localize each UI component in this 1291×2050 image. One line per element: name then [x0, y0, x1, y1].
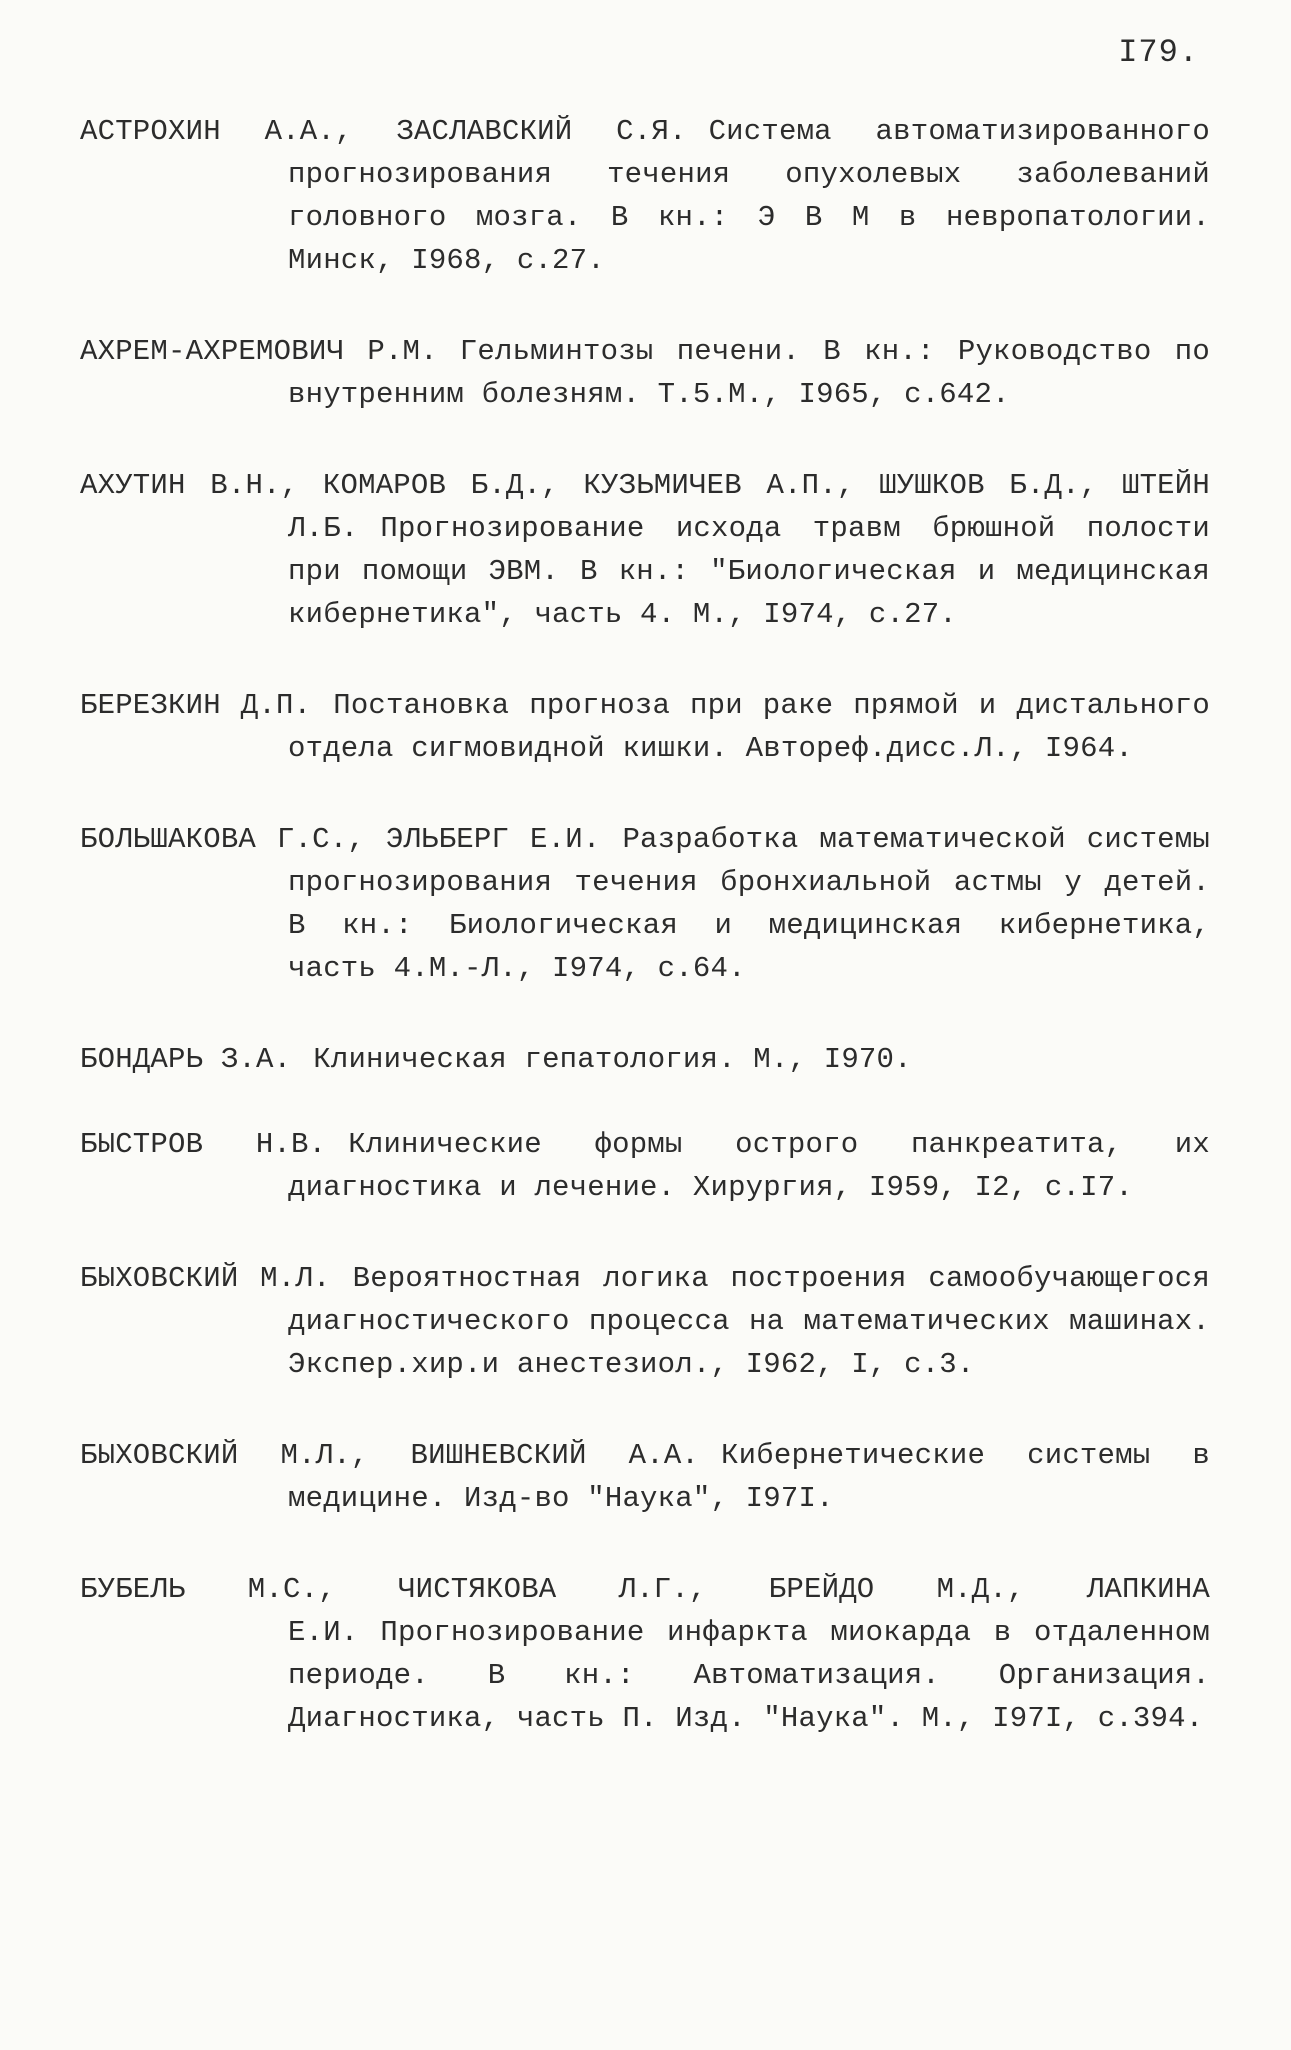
page-number: I79.	[1118, 34, 1199, 71]
entry-authors: БЫХОВСКИЙ М.Л., ВИШНЕВСКИЙ А.А.	[80, 1439, 700, 1472]
entry-text: Вероятностная логика построения самообучающегося диагностического процесса на математических машинах. Экспер.хир.и анестезиол., I962, I, с.3.	[288, 1262, 1210, 1381]
bibliography-entry	[80, 110, 1210, 282]
entry-authors: АСТРОХИН А.А., ЗАСЛАВСКИЙ С.Я.	[80, 115, 687, 148]
entry-authors: БОЛЬШАКОВА Г.С., ЭЛЬБЕРГ Е.И.	[80, 823, 601, 856]
bibliography-entry	[80, 818, 1210, 990]
bibliography-entry	[80, 1434, 1210, 1520]
entry-authors: АХУТИН В.Н., КОМАРОВ Б.Д., КУЗЬМИЧЕВ А.П., ШУШКОВ Б.Д., ШТЕЙН Л.Б.	[80, 469, 1210, 545]
entry-text: Прогнозирование инфаркта миокарда в отдаленном периоде. В кн.: Автоматизация. Организация. Диагностика, часть П. Изд. "Наука". М., I97I, с.394.	[288, 1616, 1210, 1735]
entry-text: Разработка математической системы прогнозирования течения бронхиальной астмы у детей. В кн.: Биологическая и медицинская кибернетика, часть 4.М.-Л., I974, с.64.	[288, 823, 1210, 985]
bibliography-entry	[80, 464, 1210, 636]
entry-text: Система автоматизированного прогнозирования течения опухолевых заболеваний головного мозга. В кн.: Э В М в невропатологии. Минск, I968, с.27.	[288, 115, 1210, 277]
entry-text: Клинические формы острого панкреатита, их диагностика и лечение. Хирургия, I959, I2, с.I7.	[288, 1128, 1211, 1204]
bibliography-entry	[80, 330, 1210, 416]
entry-authors: БЫСТРОВ Н.В.	[80, 1128, 327, 1161]
bibliography-entry	[80, 684, 1210, 770]
bibliography-entry	[80, 1038, 1210, 1081]
entry-authors: АХРЕМ-АХРЕМОВИЧ Р.М.	[80, 335, 438, 368]
entry-text: Гельминтозы печени. В кн.: Руководство по внутренним болезням. Т.5.М., I965, с.642.	[288, 335, 1210, 411]
entry-authors: БУБЕЛЬ М.С., ЧИСТЯКОВА Л.Г., БРЕЙДО М.Д., ЛАПКИНА Е.И.	[80, 1573, 1210, 1649]
bibliography-list	[80, 110, 1210, 1788]
bibliography-entry	[80, 1123, 1210, 1209]
entry-authors: БОНДАРЬ З.А.	[80, 1043, 292, 1076]
entry-text: Постановка прогноза при раке прямой и дистального отдела сигмовидной кишки. Автореф.дисс.Л., I964.	[288, 689, 1210, 765]
entry-text: Клиническая гепатология. М., I970.	[313, 1043, 912, 1076]
bibliography-entry	[80, 1568, 1210, 1740]
entry-authors: БЕРЕЗКИН Д.П.	[80, 689, 312, 722]
entry-authors: БЫХОВСКИЙ М.Л.	[80, 1262, 331, 1295]
bibliography-entry	[80, 1257, 1210, 1386]
entry-text: Кибернетические системы в медицине. Изд-во "Наука", I97I.	[288, 1439, 1210, 1515]
entry-text: Прогнозирование исхода травм брюшной полости при помощи ЭВМ. В кн.: "Биологическая и медицинская кибернетика", часть 4. М., I974, с.27.	[288, 512, 1210, 631]
